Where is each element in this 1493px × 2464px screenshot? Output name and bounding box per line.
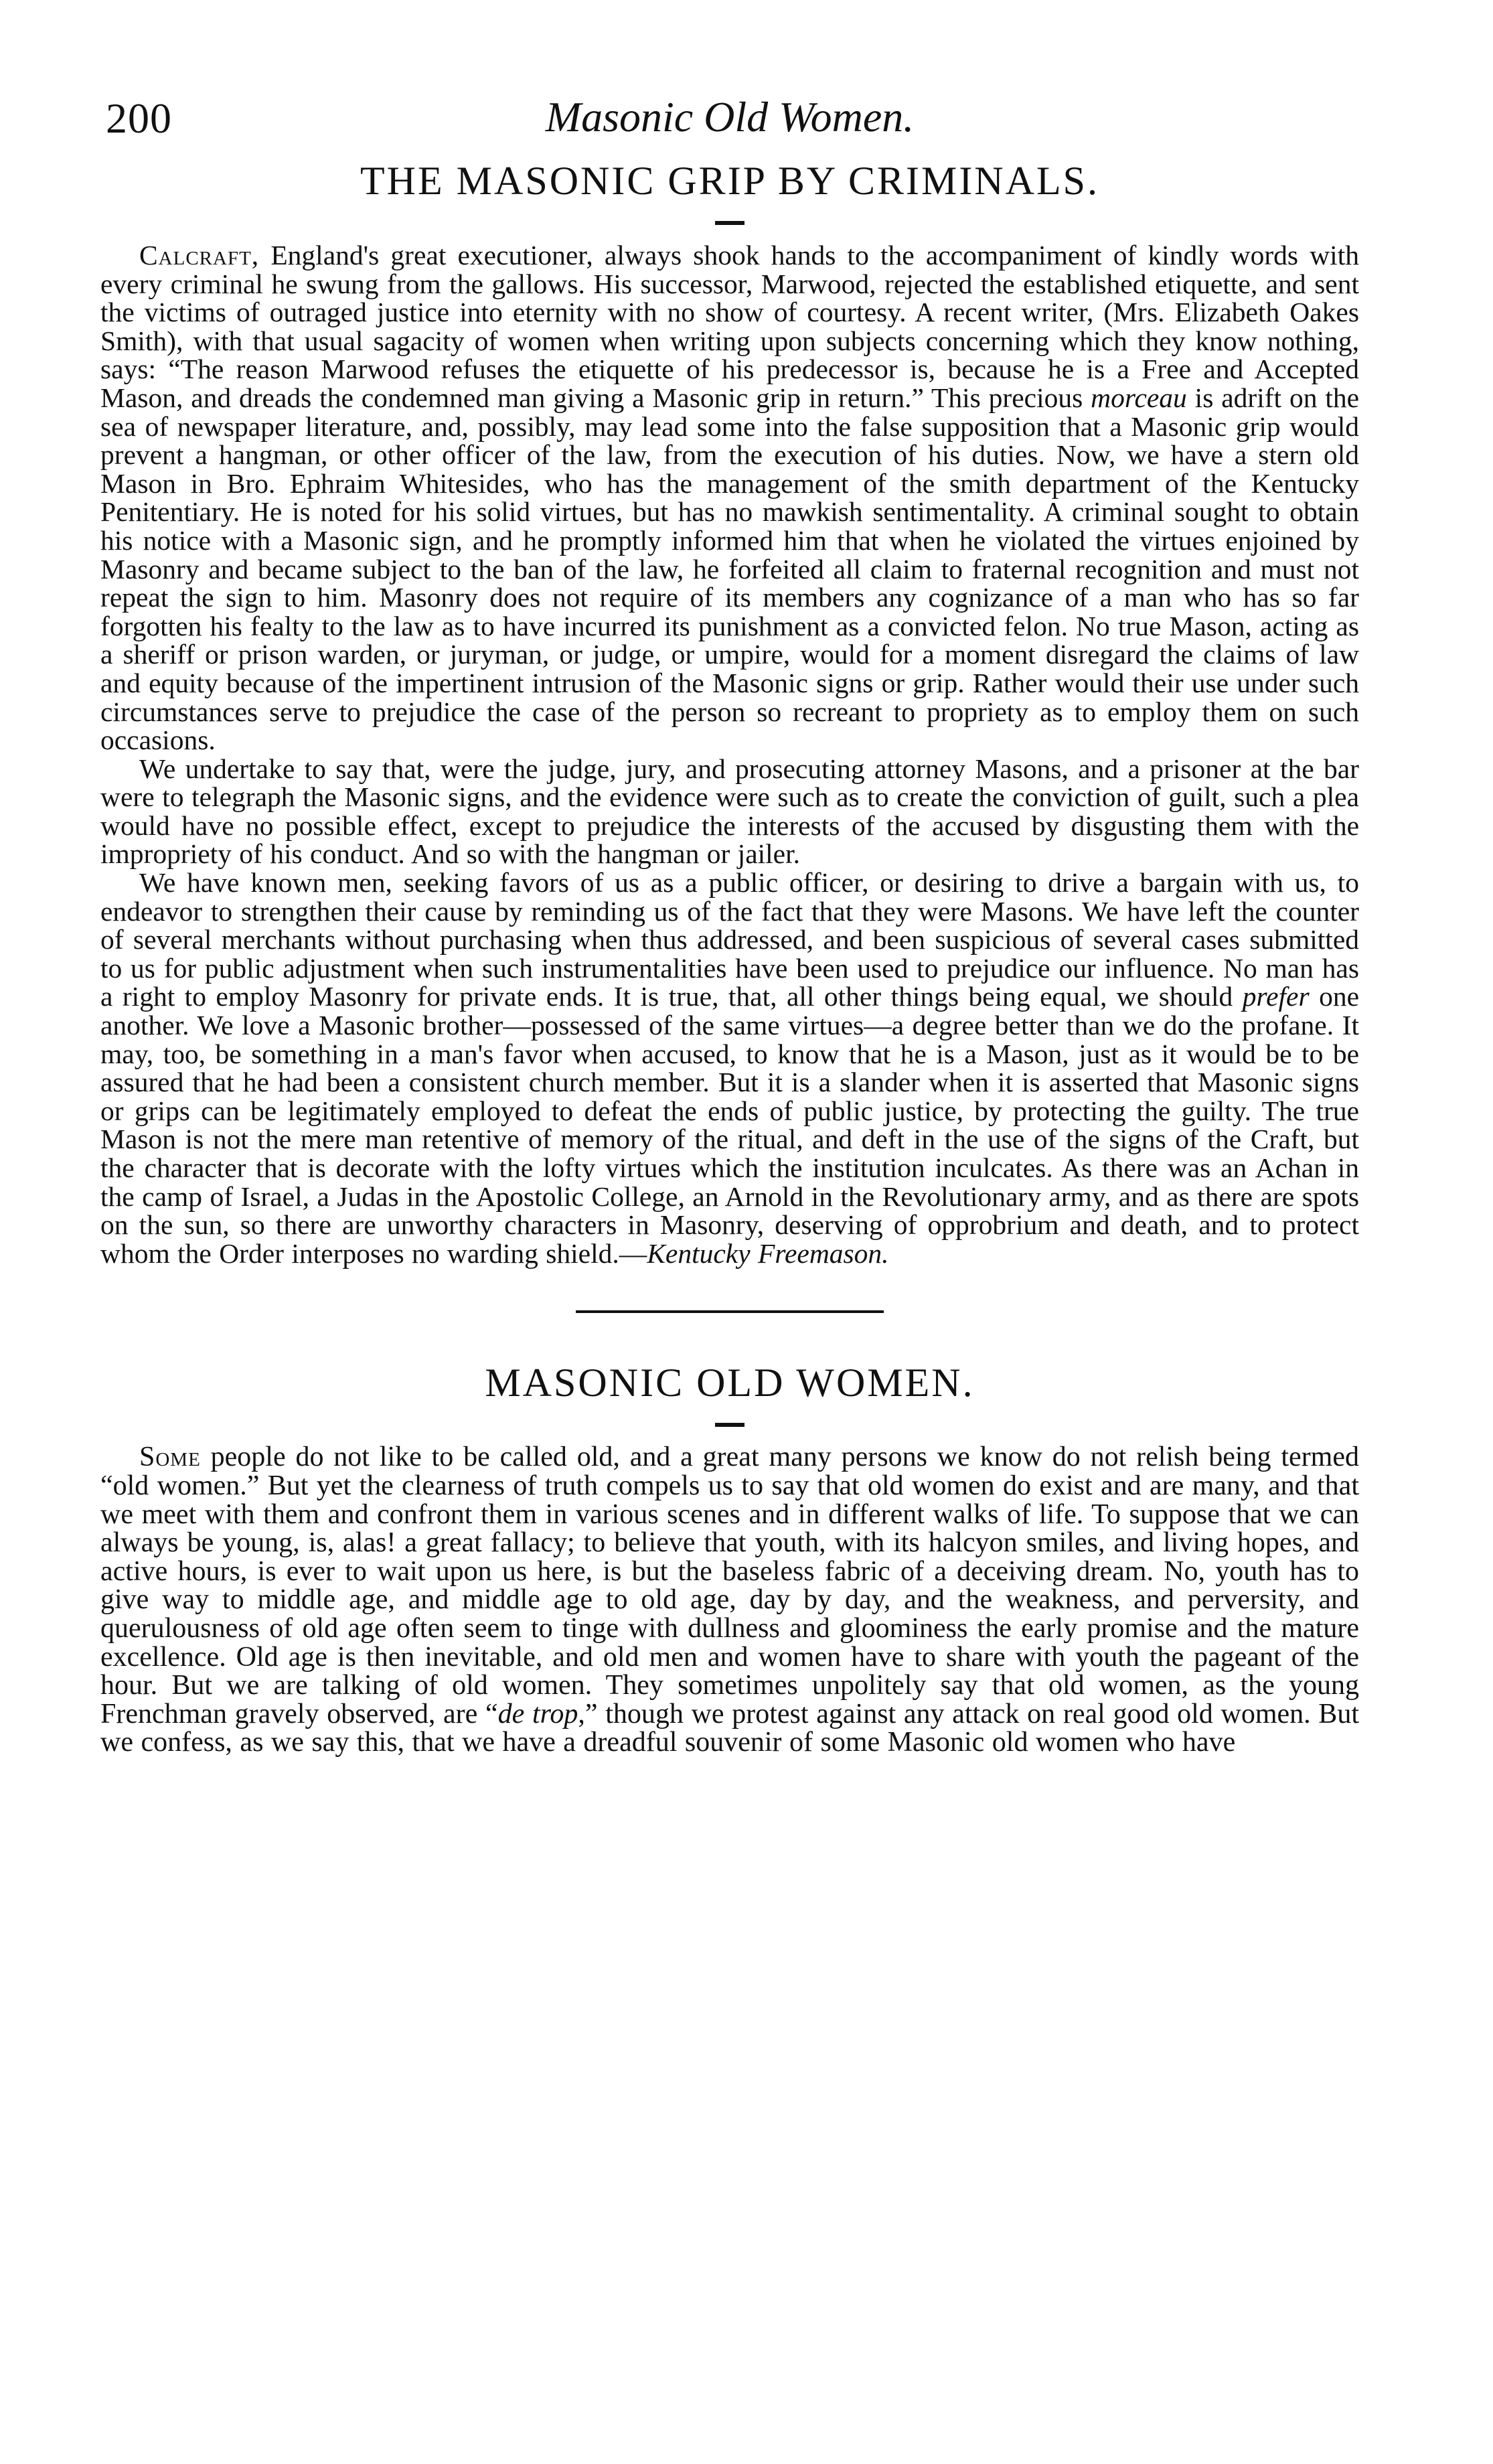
section-divider — [576, 1310, 884, 1313]
lead-word: Calcraft, — [139, 240, 260, 271]
paragraph-text: people do not like to be called old, and a great many persons we know do not relish being termed “old women.” But yet the clearness of truth compels us to say that old women do exist and are many, and that we meet with them and confront them in various scenes and in different walks of life. To suppose that we can always be young, is, alas! a great fallacy; to believe that youth, with its halcyon smiles, and living hopes, and active hours, is ever to wait upon us here, is but the baseless fabric of a deceiving dream. No, youth has to give way to middle age, and middle age to old age, day by day, and the weakness, and perversity, and querulousness of old age often seem to tinge with dullness and gloominess the early promise and the mature excellence. Old age is then inevitable, and old men and women have to share with youth the pageant of the hour. But we are talking of old women. They sometimes unpolitely say that old women, as the young Frenchman gravely observed, are “ — [100, 1442, 1359, 1729]
article-masonic-old-women — [100, 1356, 1359, 1757]
paragraph-text: We have known men, seeking favors of us as a public officer, or desiring to drive a bargain with us, to endeavor to strengthen their cause by reminding us of the fact that they were Masons. We have left the counter of several merchants without purchasing when thus addressed, and been suspicious of several cases submitted to us for public adjustment when such instrumentalities have been used to prejudice our influence. No man has a right to employ Masonry for private ends. It is true, that, all other things being equal, we should — [100, 867, 1359, 1012]
article-paragraph — [100, 868, 1359, 1267]
italic-text: morceau — [1091, 382, 1187, 413]
paragraph-text: one another. We love a Masonic brother—possessed of the same virtues—a degree better than we do the profane. It may, too, be something in a man's favor when accused, to know that he is a Mason, just as it would be to be assured that he had been a consistent church member. But it is a slander when it is asserted that Masonic signs or grips can be legitimately employed to defeat the ends of public justice, by protecting the guilty. The true Mason is not the mere man retentive of memory of the ritual, and deft in the use of the signs of the Craft, but the character that is decorate with the lofty virtues which the institution inculcates. As there was an Achan in the camp of Israel, a Judas in the Apostolic College, an Arnold in the Revolutionary army, and as there are spots on the sun, so there are unworthy characters in Masonry, deserving of opprobrium and death, and to protect whom the Order interposes no warding shield.— — [100, 981, 1359, 1269]
article-paragraph — [100, 1443, 1359, 1757]
article-paragraph: We undertake to say that, were the judge, jury, and prosecuting attorney Masons, and a prisoner at the bar were to telegraph the Masonic signs, and the evidence were such as to create the conviction of guilt, such a plea would have no possible effect, except to prejudice the interests of the accused by disgusting them with the impropriety of his conduct. And so with the hangman or jailer. — [100, 753, 1359, 870]
running-head — [100, 80, 1359, 154]
italic-text: prefer — [1242, 981, 1310, 1012]
italic-text: de trop — [497, 1698, 578, 1729]
article-title: THE MASONIC GRIP BY CRIMINALS. — [360, 159, 1099, 203]
paragraph-text: ,” though we protest against any attack on real good old women. But we confess, as we say this, that we have a dreadful souvenir of some Masonic old women who have — [100, 1698, 1359, 1758]
lead-word: Some — [139, 1442, 201, 1473]
article-title: MASONIC OLD WOMEN. — [485, 1361, 975, 1405]
paragraph-text: England's great executioner, always shook hands to the accompaniment of kindly words with every criminal he swung from the gallows. His successor, Marwood, rejected the established etiquette, and sent the victims of outraged justice into eternity with no show of courtesy. A recent writer, (Mrs. Elizabeth Oakes Smith), with that usual sagacity of women when writing upon subjects concerning which they know nothing, says: “The reason Marwood refuses the etiquette of his predecessor is, because he is a Free and Accepted Mason, and dreads the condemned man giving a Masonic grip in return.” This precious — [100, 240, 1359, 413]
article-masonic-grip — [100, 154, 1359, 1267]
paragraph-text: is adrift on the sea of newspaper literature, and, possibly, may lead some into the false supposition that a Masonic grip would prevent a hangman, or other officer of the law, from the execution of his duties. Now, we have a stern old Mason in Bro. Ephraim Whitesides, who has the management of the smith department of the Kentucky Penitentiary. He is noted for his solid virtues, but has no mawkish sentimentality. A criminal sought to obtain his notice with a Masonic sign, and he promptly informed him that when he violated the virtues enjoined by Masonry and became subject to the ban of the law, he forfeited all claim to fraternal recognition and must not repeat the sign to him. Masonry does not require of its members any cognizance of a man who has so far forgotten his fealty to the law as to have incurred its punishment as a convicted felon. No true Mason, acting as a sheriff or prison warden, or juryman, or judge, or umpire, would for a moment disregard the claims of law and equity because of the impertinent intrusion of the Masonic signs or grip. Rather would their use under such circumstances serve to prejudice the case of the person so recreant to propriety as to employ them on such occasions. — [100, 382, 1360, 756]
title-dash — [715, 1423, 744, 1427]
page-number: 200 — [106, 94, 172, 142]
page — [100, 80, 1359, 1757]
source-credit: Kentucky Freemason. — [647, 1237, 889, 1269]
title-dash — [715, 221, 744, 225]
article-paragraph — [100, 241, 1359, 755]
running-title: Masonic Old Women. — [545, 93, 915, 141]
